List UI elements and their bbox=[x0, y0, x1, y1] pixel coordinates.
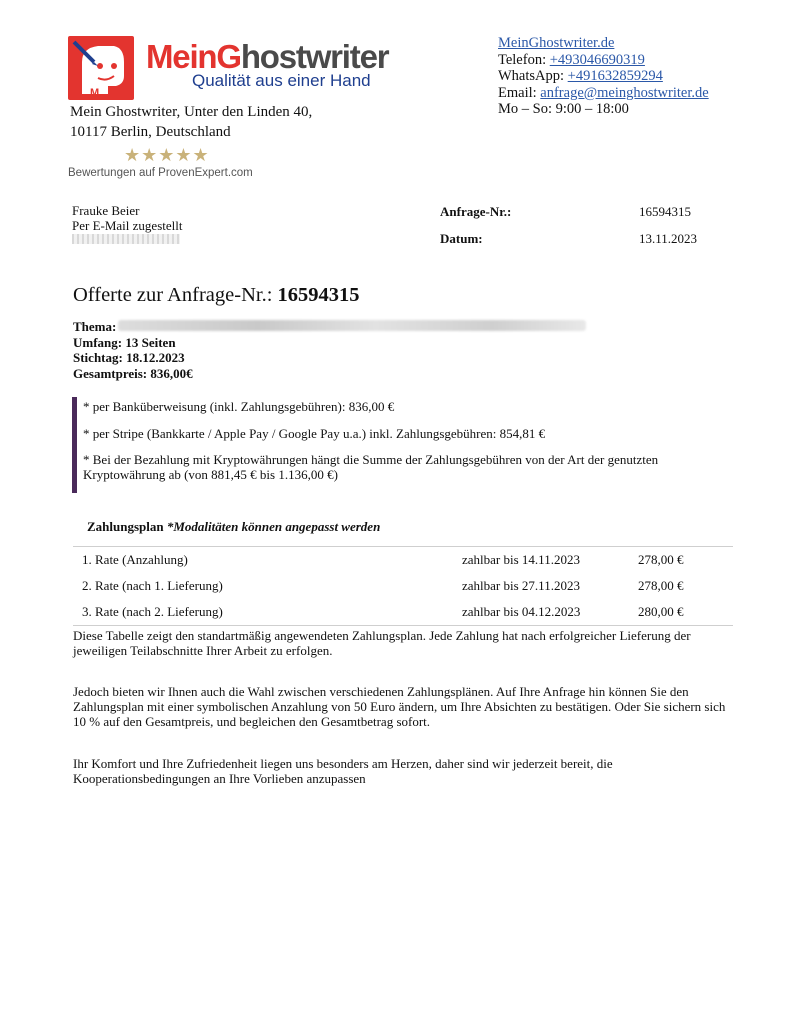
rate-label: 2. Rate (nach 1. Lieferung) bbox=[82, 578, 223, 593]
website-link[interactable]: MeinGhostwriter.de bbox=[498, 35, 615, 51]
rate-due: zahlbar bis 14.11.2023 bbox=[462, 547, 638, 574]
phone-link[interactable]: +493046690319 bbox=[549, 51, 645, 68]
whatsapp-link[interactable]: +491632859294 bbox=[567, 68, 663, 84]
table-row bbox=[73, 573, 733, 599]
payment-plan-title: Zahlungsplan *Modalitäten können angepasst werden bbox=[87, 519, 381, 534]
logo-wordmark: MeinGhostwriter bbox=[146, 38, 389, 75]
thema-label: Thema: bbox=[73, 319, 117, 334]
company-address bbox=[70, 102, 312, 142]
svg-text:M: M bbox=[90, 87, 100, 99]
logo-icon bbox=[68, 36, 134, 100]
email-label: Email: bbox=[498, 84, 537, 101]
address-line-1: Mein Ghostwriter, Unter den Linden 40, bbox=[70, 104, 313, 120]
rate-amount: 280,00 € bbox=[638, 599, 733, 626]
umfang: Umfang: 13 Seiten bbox=[73, 334, 176, 350]
rate-amount: 278,00 € bbox=[638, 578, 684, 593]
note-bank-transfer: * per Banküberweisung (inkl. Zahlungsgebühren): 836,00 € bbox=[83, 399, 395, 414]
contact-block bbox=[498, 35, 709, 118]
rate-label: 3. Rate (nach 2. Lieferung) bbox=[73, 599, 462, 626]
rating-label[interactable]: Bewertungen auf ProvenExpert.com bbox=[68, 167, 253, 179]
rate-due: zahlbar bis 04.12.2023 bbox=[462, 599, 638, 626]
rating-stars-icon: ★★★★★ bbox=[124, 145, 210, 166]
logo-subtitle: Qualität aus einer Hand bbox=[192, 71, 371, 90]
whatsapp-label: WhatsApp: bbox=[498, 68, 565, 84]
payment-plan-table bbox=[73, 546, 733, 626]
recipient-name: Frauke Beier bbox=[72, 203, 140, 218]
payment-notes bbox=[72, 397, 743, 493]
offer-number: 16594315 bbox=[277, 284, 360, 306]
email-link[interactable]: anfrage@meinghostwriter.de bbox=[540, 84, 709, 101]
rate-amount: 278,00 € bbox=[638, 547, 733, 574]
recipient-delivery: Per E-Mail zugestellt bbox=[72, 218, 183, 233]
stichtag: Stichtag: 18.12.2023 bbox=[73, 350, 185, 365]
paragraph-plan-info: Diese Tabelle zeigt den standartmäßig angewendeten Zahlungsplan. Jede Zahlung hat nach erfolgreicher Lieferung der jeweiligen Teilabschnitte Ihrer Arbeit zu erfolgen. bbox=[73, 628, 691, 658]
rate-label: 1. Rate (Anzahlung) bbox=[73, 547, 462, 574]
recipient-block bbox=[72, 203, 182, 233]
date-value: 13.11.2023 bbox=[639, 231, 698, 246]
address-line-2: 10117 Berlin, Deutschland bbox=[70, 124, 231, 140]
phone-label: Telefon: bbox=[498, 51, 547, 68]
paragraph-comfort: Ihr Komfort und Ihre Zufriedenheit liegen uns besonders am Herzen, daher sind wir jederzeit bereit, die Kooperationsbedingungen an Ihre Vorlieben anzupassen bbox=[73, 756, 613, 786]
note-crypto: * Bei der Bezahlung mit Kryptowährungen hängt die Summe der Zahlungsgebühren von der Art der genutzten Kryptowährung ab (von 881,45 € bis 1.136,00 €) bbox=[83, 452, 659, 482]
offer-title: Offerte zur Anfrage-Nr.: 16594315 bbox=[73, 284, 360, 306]
date-label: Datum: bbox=[440, 231, 483, 246]
gesamtpreis: Gesamtpreis: 836,00€ bbox=[73, 365, 193, 381]
redacted-thema bbox=[118, 320, 586, 331]
table-row bbox=[73, 599, 733, 626]
paragraph-options: Jedoch bieten wir Ihnen auch die Wahl zwischen verschiedenen Zahlungsplänen. Auf Ihre Anfrage hin können Sie den Zahlungsplan mit einer symbolischen Anzahlung von 50 Euro ändern, um Ihre Absichten zu bestätigen. Oder Sie sichern sich 10 % auf den Gesamtpreis, und begleichen den Gesamtbetrag sofort. bbox=[73, 684, 726, 729]
payment-plan-note: *Modalitäten können angepasst werden bbox=[166, 519, 381, 534]
rate-due: zahlbar bis 27.11.2023 bbox=[462, 578, 580, 593]
note-stripe: * per Stripe (Bankkarte / Apple Pay / Google Pay u.a.) inkl. Zahlungsgebühren: 854,81 € bbox=[83, 426, 546, 441]
opening-hours: Mo – So: 9:00 – 18:00 bbox=[498, 101, 629, 117]
redacted-line bbox=[72, 234, 180, 244]
request-number-label: Anfrage-Nr.: bbox=[440, 204, 512, 219]
table-row bbox=[73, 547, 733, 574]
request-number-value: 16594315 bbox=[639, 204, 691, 219]
